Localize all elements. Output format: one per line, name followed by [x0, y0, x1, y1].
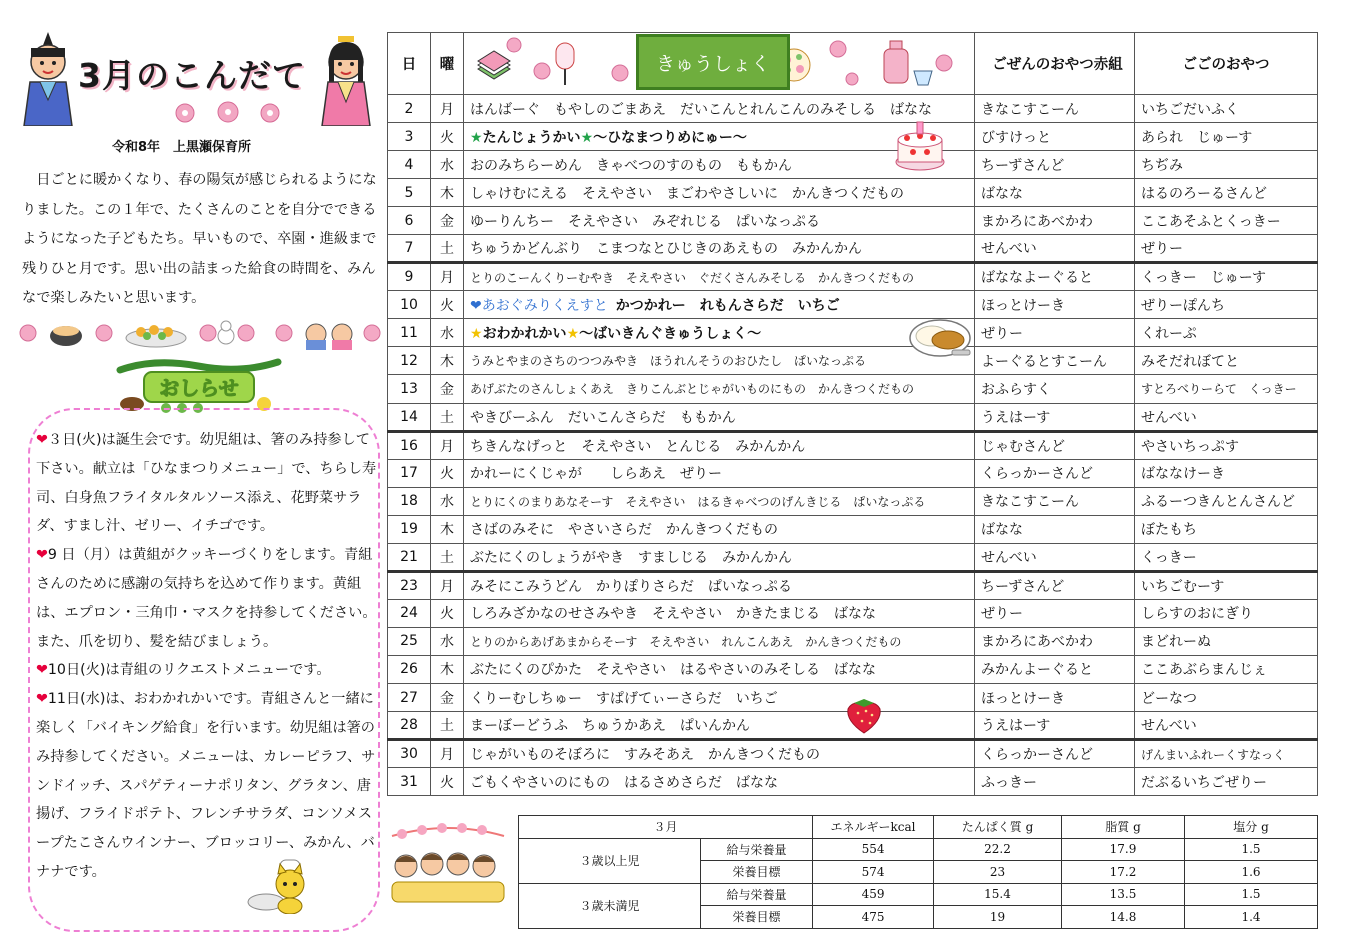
menu-lunch: あげぶたのさんしょくあえ きりこんぶとじゃがいものにもの かんきつくだもの	[464, 375, 975, 403]
menu-day: 6	[388, 207, 431, 235]
organization-name: 令和8年 上黒瀬保育所	[112, 140, 252, 155]
menu-row	[388, 599, 1318, 627]
menu-am-snack: ちーずさんど	[975, 151, 1135, 179]
menu-am-snack: うえはーす	[975, 712, 1135, 740]
menu-lunch: うみとやまのさちのつつみやき ほうれんそうのおひたし ぱいなっぷる	[464, 347, 975, 375]
nutrition-header: エネルギーkcal	[813, 816, 934, 839]
menu-am-snack: ちーずさんど	[975, 571, 1135, 599]
left-column	[10, 26, 382, 931]
menu-day: 19	[388, 515, 431, 543]
heart-icon: ❤	[36, 662, 48, 679]
nutrition-header: 脂質 g	[1062, 816, 1185, 839]
nutrition-value: 1.6	[1185, 861, 1318, 884]
menu-day: 12	[388, 347, 431, 375]
menu-table	[387, 32, 1318, 796]
menu-am-snack: まかろにあべかわ	[975, 207, 1135, 235]
menu-weekday: 木	[431, 515, 464, 543]
nutrition-value: 1.5	[1185, 883, 1318, 906]
menu-pm-snack: すとろべりーらて くっきー	[1135, 375, 1318, 403]
menu-am-snack: くらっかーさんど	[975, 740, 1135, 768]
menu-am-snack: びすけっと	[975, 123, 1135, 151]
notice-title: おしらせ	[159, 376, 239, 400]
menu-weekday: 月	[431, 431, 464, 459]
lunch-label: きゅうしょく	[636, 34, 790, 90]
event-name: おわかれかい	[482, 325, 567, 342]
menu-pm-snack: いちごむーす	[1135, 571, 1318, 599]
request-label: ❤あおぐみりくえすと	[470, 297, 608, 314]
menu-lunch: ちきんなげっと そえやさい とんじる みかんかん	[464, 431, 975, 459]
menu-pm-snack: ちぢみ	[1135, 151, 1318, 179]
nutrition-label: 給与栄養量	[701, 838, 813, 861]
menu-pm-snack: くっきー じゅーす	[1135, 263, 1318, 291]
menu-weekday: 木	[431, 179, 464, 207]
menu-pm-snack: みそだれぼてと	[1135, 347, 1318, 375]
strawberry-icon	[842, 695, 886, 735]
nutrition-label: 給与栄養量	[701, 883, 813, 906]
heart-icon: ❤	[36, 547, 48, 564]
notice-title-icon	[114, 356, 284, 414]
menu-lunch: くりーむしちゅー すぱげてぃーさらだ いちご	[464, 683, 975, 711]
menu-weekday: 月	[431, 740, 464, 768]
menu-lunch: じゃがいものそぼろに すみそあえ かんきつくだもの	[464, 740, 975, 768]
menu-row	[388, 515, 1318, 543]
header-lunch	[464, 33, 975, 95]
menu-am-snack: うえはーす	[975, 403, 1135, 431]
menu-day: 17	[388, 459, 431, 487]
menu-day: 7	[388, 235, 431, 263]
menu-am-snack: まかろにあべかわ	[975, 627, 1135, 655]
menu-weekday: 水	[431, 151, 464, 179]
menu-row	[388, 768, 1318, 796]
hina-doll-male-icon	[20, 30, 76, 126]
nutrition-label: 栄養目標	[701, 906, 813, 929]
menu-weekday: 土	[431, 235, 464, 263]
menu-pm-snack: ここあそふとくっきー	[1135, 207, 1318, 235]
notice-item: ❤9 日（月）は黄組がクッキーづくりをします。青組さんのために感謝の気持ちを込めて作ります。黄組は、エプロン・三角巾・マスクを持参してください。また、爪を切り、髪を結びましょう。	[36, 547, 377, 650]
menu-am-snack: ほっとけーき	[975, 683, 1135, 711]
menu-day: 26	[388, 655, 431, 683]
menu-weekday: 火	[431, 459, 464, 487]
star-icon: ★	[470, 325, 483, 342]
menu-row	[388, 235, 1318, 263]
event-name: たんじょうかい	[482, 129, 581, 146]
menu-row	[388, 431, 1318, 459]
header-pm-snack: ごごのおやつ	[1135, 33, 1318, 95]
menu-day: 24	[388, 599, 431, 627]
menu-weekday: 月	[431, 571, 464, 599]
menu-body	[388, 95, 1318, 796]
menu-row	[388, 291, 1318, 319]
food-decoration-icon	[16, 316, 384, 350]
menu-row	[388, 347, 1318, 375]
menu-day: 30	[388, 740, 431, 768]
menu-weekday: 金	[431, 683, 464, 711]
menu-weekday: 火	[431, 291, 464, 319]
nutrition-value: 459	[813, 883, 934, 906]
cat-chef-icon	[246, 858, 324, 914]
menu-lunch: さばのみそに やさいさらだ かんきつくだもの	[464, 515, 975, 543]
notice-item: ❤11日(水)は、おわかれかいです。青組さんと一緒に楽しく「バイキング給食」を行います。幼児組は箸のみ持参してください。メニューは、カレーピラフ、サンドイッチ、スパゲティーナポリタン、グラタン、唐揚げ、フライドポテト、フレンチサラダ、コンソメスープたこさんウインナー、ブロッコリー、みかん、バナナです。	[36, 691, 376, 880]
menu-day: 13	[388, 375, 431, 403]
nutrition-header: たんぱく質 g	[934, 816, 1062, 839]
nutrition-value: 554	[813, 838, 934, 861]
menu-row	[388, 543, 1318, 571]
event-menu: ★～ばいきんぐきゅうしょく～	[566, 325, 762, 342]
nutrition-row	[519, 838, 1318, 861]
menu-day: 25	[388, 627, 431, 655]
event-menu: ★～ひなまつりめにゅー～	[580, 129, 747, 146]
menu-row	[388, 375, 1318, 403]
menu-row	[388, 123, 1318, 151]
menu-pm-snack: くっきー	[1135, 543, 1318, 571]
star-icon: ★	[566, 325, 580, 342]
star-icon: ★	[470, 129, 483, 146]
menu-day: 5	[388, 179, 431, 207]
menu-day: 23	[388, 571, 431, 599]
menu-day: 28	[388, 712, 431, 740]
menu-day: 21	[388, 543, 431, 571]
menu-lunch	[464, 319, 975, 347]
menu-am-snack: ふっきー	[975, 768, 1135, 796]
menu-row	[388, 263, 1318, 291]
menu-weekday: 月	[431, 263, 464, 291]
header-am-snack: ごぜんのおやつ赤組	[975, 33, 1135, 95]
menu-weekday: 火	[431, 123, 464, 151]
menu-day: 3	[388, 123, 431, 151]
nutrition-value: 17.2	[1062, 861, 1185, 884]
menu-lunch: かれーにくじゃが しらあえ ぜりー	[464, 459, 975, 487]
nutrition-value: 22.2	[934, 838, 1062, 861]
menu-am-snack: ばななよーぐると	[975, 263, 1135, 291]
menu-day: 10	[388, 291, 431, 319]
menu-row	[388, 403, 1318, 431]
menu-pm-snack: ばななけーき	[1135, 459, 1318, 487]
nutrition-value: 15.4	[934, 883, 1062, 906]
menu-am-snack: みかんよーぐると	[975, 655, 1135, 683]
menu-pm-snack: ぜりー	[1135, 235, 1318, 263]
menu-row	[388, 459, 1318, 487]
children-party-icon	[388, 822, 508, 908]
menu-day: 14	[388, 403, 431, 431]
menu-pm-snack: いちごだいふく	[1135, 95, 1318, 123]
menu-pm-snack: ぼたもち	[1135, 515, 1318, 543]
menu-pm-snack: やさいちっぷす	[1135, 431, 1318, 459]
nutrition-value: 475	[813, 906, 934, 929]
menu-pm-snack: ふるーつきんとんさんど	[1135, 487, 1318, 515]
menu-day: 2	[388, 95, 431, 123]
nutrition-group: ３歳未満児	[519, 883, 701, 928]
menu-am-snack: せんべい	[975, 543, 1135, 571]
menu-lunch: やきびーふん だいこんさらだ ももかん	[464, 403, 975, 431]
menu-am-snack: せんべい	[975, 235, 1135, 263]
notice-item: ❤３日(火)は誕生会です。幼児組は、箸のみ持参して下さい。献立は「ひなまつりメニュー」で、ちらし寿司、白身魚フライタルタルソース添え、花野菜サラダ、すまし汁、ゼリー、イチゴです。	[36, 432, 377, 535]
event-menu: かつかれー れもんさらだ いちご	[615, 297, 840, 314]
title-area	[10, 26, 382, 130]
menu-row	[388, 487, 1318, 515]
menu-pm-snack: ぜりーぽんち	[1135, 291, 1318, 319]
menu-row	[388, 95, 1318, 123]
menu-row	[388, 740, 1318, 768]
menu-weekday: 水	[431, 627, 464, 655]
menu-weekday: 金	[431, 207, 464, 235]
menu-row	[388, 151, 1318, 179]
menu-pm-snack: ここあぶらまんじぇ	[1135, 655, 1318, 683]
intro-text: 日ごとに暖かくなり、春の陽気が感じられるようになりました。この１年で、たくさんのことを自分でできるようになった子どもたち。早いもので、卒園・進級まで残りひと月です。思い出の詰まった給食の時間を、みんなで楽しみたいと思います。	[22, 172, 377, 306]
menu-weekday: 水	[431, 319, 464, 347]
menu-weekday: 月	[431, 95, 464, 123]
menu-pm-snack: どーなつ	[1135, 683, 1318, 711]
menu-pm-snack: せんべい	[1135, 712, 1318, 740]
nutrition-value: 574	[813, 861, 934, 884]
menu-am-snack: ばなな	[975, 515, 1135, 543]
birthday-cake-icon	[893, 116, 947, 172]
heart-icon: ❤	[36, 432, 48, 448]
nutrition-value: 23	[934, 861, 1062, 884]
menu-pm-snack: せんべい	[1135, 403, 1318, 431]
nutrition-value: 1.5	[1185, 838, 1318, 861]
nutrition-header-row	[519, 816, 1318, 839]
menu-am-snack: ぜりー	[975, 319, 1135, 347]
menu-day: 16	[388, 431, 431, 459]
menu-am-snack: ばなな	[975, 179, 1135, 207]
nutrition-table	[518, 815, 1318, 929]
nutrition-header: 塩分 g	[1185, 816, 1318, 839]
menu-am-snack: きなこすこーん	[975, 487, 1135, 515]
nutrition-value: 17.9	[1062, 838, 1185, 861]
menu-row	[388, 179, 1318, 207]
menu-pm-snack: はるのろーるさんど	[1135, 179, 1318, 207]
menu-lunch: ごもくやさいのにもの はるさめさらだ ばなな	[464, 768, 975, 796]
menu-lunch: とりにくのまりあなそーす そえやさい はるきゃべつのげんきじる ぱいなっぷる	[464, 487, 975, 515]
menu-pm-snack: くれーぷ	[1135, 319, 1318, 347]
menu-am-snack: ほっとけーき	[975, 291, 1135, 319]
header-weekday: 曜	[431, 33, 464, 95]
menu-lunch: ちゅうかどんぶり こまつなとひじきのあえもの みかんかん	[464, 235, 975, 263]
menu-row	[388, 319, 1318, 347]
menu-pm-snack: だぶるいちごぜりー	[1135, 768, 1318, 796]
hina-doll-female-icon	[318, 30, 374, 126]
menu-lunch: とりのこーんくりーむやき そえやさい ぐだくさんみそしる かんきつくだもの	[464, 263, 975, 291]
menu-day: 4	[388, 151, 431, 179]
menu-header-row	[388, 33, 1318, 95]
nutrition-label: 栄養目標	[701, 861, 813, 884]
menu-am-snack: じゃむさんど	[975, 431, 1135, 459]
menu-am-snack: おふらすく	[975, 375, 1135, 403]
header-day: 日	[388, 33, 431, 95]
menu-day: 11	[388, 319, 431, 347]
star-icon: ★	[580, 129, 594, 146]
nutrition-month: ３月	[519, 816, 813, 839]
menu-row	[388, 571, 1318, 599]
menu-weekday: 土	[431, 543, 464, 571]
notice-list	[36, 426, 380, 887]
menu-weekday: 水	[431, 487, 464, 515]
menu-pm-snack: げんまいふれーくすなっく	[1135, 740, 1318, 768]
menu-lunch: しゃけむにえる そえやさい まごわやさしいに かんきつくだもの	[464, 179, 975, 207]
menu-weekday: 火	[431, 768, 464, 796]
notice-item: ❤10日(火)は青組のリクエストメニューです。	[36, 662, 331, 679]
menu-lunch: みそにこみうどん かりぽりさらだ ぱいなっぷる	[464, 571, 975, 599]
menu-pm-snack: あられ じゅーす	[1135, 123, 1318, 151]
heart-icon: ❤	[36, 691, 48, 708]
menu-am-snack: くらっかーさんど	[975, 459, 1135, 487]
menu-lunch: ぶたにくのしょうがやき すましじる みかんかん	[464, 543, 975, 571]
menu-am-snack: ぜりー	[975, 599, 1135, 627]
menu-row	[388, 655, 1318, 683]
menu-day: 31	[388, 768, 431, 796]
menu-weekday: 土	[431, 403, 464, 431]
nutrition-row	[519, 883, 1318, 906]
menu-lunch: しろみざかなのせさみやき そえやさい かきたまじる ばなな	[464, 599, 975, 627]
menu-weekday: 火	[431, 599, 464, 627]
menu-am-snack: きなこすこーん	[975, 95, 1135, 123]
menu-lunch: ゆーりんちー そえやさい みぞれじる ぱいなっぷる	[464, 207, 975, 235]
menu-lunch: とりのからあげあまからそーす そえやさい れんこんあえ かんきつくだもの	[464, 627, 975, 655]
menu-lunch: おのみちらーめん きゃべつのすのもの ももかん	[464, 151, 975, 179]
blossom-icon	[170, 98, 290, 128]
menu-weekday: 金	[431, 375, 464, 403]
menu-pm-snack: まどれーぬ	[1135, 627, 1318, 655]
menu-weekday: 木	[431, 655, 464, 683]
menu-day: 27	[388, 683, 431, 711]
menu-lunch: まーぼーどうふ ちゅうかあえ ぱいんかん	[464, 712, 975, 740]
menu-row	[388, 207, 1318, 235]
menu-lunch: はんばーぐ もやしのごまあえ だいこんとれんこんのみそしる ばなな	[464, 95, 975, 123]
curry-rice-icon	[908, 298, 972, 362]
menu-am-snack: よーぐるとすこーん	[975, 347, 1135, 375]
nutrition-group: ３歳以上児	[519, 838, 701, 883]
menu-day: 9	[388, 263, 431, 291]
menu-day: 18	[388, 487, 431, 515]
menu-lunch	[464, 291, 975, 319]
menu-row	[388, 627, 1318, 655]
nutrition-value: 13.5	[1062, 883, 1185, 906]
menu-weekday: 土	[431, 712, 464, 740]
menu-pm-snack: しらすのおにぎり	[1135, 599, 1318, 627]
nutrition-value: 1.4	[1185, 906, 1318, 929]
menu-weekday: 木	[431, 347, 464, 375]
nutrition-value: 19	[934, 906, 1062, 929]
nutrition-value: 14.8	[1062, 906, 1185, 929]
page-title: 3月のこんだて	[78, 56, 306, 95]
menu-lunch: ぶたにくのぴかた そえやさい はるやさいのみそしる ばなな	[464, 655, 975, 683]
